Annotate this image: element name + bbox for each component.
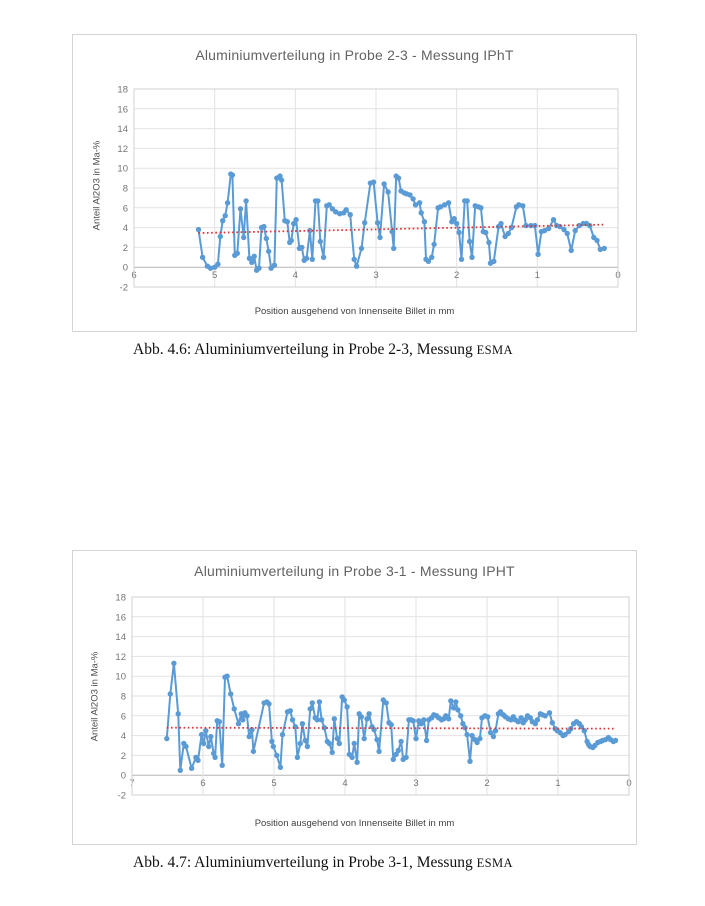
svg-text:-2: -2: [117, 790, 126, 802]
svg-text:3: 3: [413, 778, 419, 790]
svg-text:-2: -2: [119, 282, 128, 294]
caption-abb-4-7-smallcaps: ESMA: [476, 856, 513, 870]
chart-2-y-axis-label: Anteil Al2O3 in Ma-%: [89, 651, 101, 742]
svg-text:14: 14: [115, 632, 126, 644]
svg-text:4: 4: [342, 778, 348, 790]
chart-1-plot-area: [73, 35, 634, 329]
svg-text:12: 12: [117, 143, 128, 155]
svg-text:5: 5: [271, 778, 277, 790]
caption-abb-4-6-text: Abb. 4.6: Aluminiumverteilung in Probe 2-3, Messung: [133, 341, 473, 358]
svg-text:10: 10: [117, 163, 128, 175]
svg-text:18: 18: [115, 592, 126, 604]
svg-text:12: 12: [115, 651, 126, 663]
svg-text:6: 6: [200, 778, 206, 790]
svg-text:14: 14: [117, 124, 128, 136]
chart-2-title: Aluminiumverteilung in Probe 3-1 - Messung IPHT: [194, 563, 515, 579]
svg-text:0: 0: [120, 770, 126, 782]
svg-text:16: 16: [115, 612, 126, 624]
svg-text:6: 6: [131, 270, 137, 282]
svg-text:4: 4: [122, 223, 128, 235]
svg-text:7: 7: [129, 778, 135, 790]
svg-text:0: 0: [626, 778, 632, 790]
svg-text:2: 2: [484, 778, 490, 790]
svg-text:4: 4: [292, 270, 298, 282]
chart-1-title: Aluminiumverteilung in Probe 2-3 - Messung IPhT: [195, 47, 514, 63]
caption-abb-4-6: [133, 341, 513, 359]
svg-text:1: 1: [555, 778, 561, 790]
caption-abb-4-7-text: Abb. 4.7: Aluminiumverteilung in Probe 3-1, Messung: [133, 854, 473, 871]
svg-text:6: 6: [122, 203, 128, 215]
chart-2-x-axis-label: Position ausgehend von Innenseite Billet in mm: [254, 818, 455, 829]
svg-text:8: 8: [122, 183, 128, 195]
svg-text:16: 16: [117, 104, 128, 116]
figure-chart-probe-3-1: [72, 550, 637, 845]
svg-text:10: 10: [115, 671, 126, 683]
svg-text:0: 0: [122, 262, 128, 274]
svg-text:3: 3: [373, 270, 379, 282]
svg-text:2: 2: [122, 242, 128, 254]
svg-text:5: 5: [212, 270, 218, 282]
svg-text:2: 2: [454, 270, 460, 282]
svg-text:4: 4: [120, 731, 126, 743]
svg-text:1: 1: [534, 270, 540, 282]
figure-chart-probe-2-3: [72, 34, 637, 332]
svg-text:6: 6: [120, 711, 126, 723]
svg-text:0: 0: [615, 270, 621, 282]
chart-1-x-axis-label: Position ausgehend von Innenseite Billet in mm: [254, 306, 455, 317]
caption-abb-4-6-smallcaps: ESMA: [476, 343, 513, 357]
svg-text:8: 8: [120, 691, 126, 703]
svg-text:2: 2: [120, 750, 126, 762]
svg-text:18: 18: [117, 84, 128, 96]
chart-2-plot-area: [73, 551, 634, 842]
caption-abb-4-7: [133, 854, 513, 872]
chart-1-y-axis-label: Anteil Al2O3 in Ma-%: [91, 140, 103, 231]
